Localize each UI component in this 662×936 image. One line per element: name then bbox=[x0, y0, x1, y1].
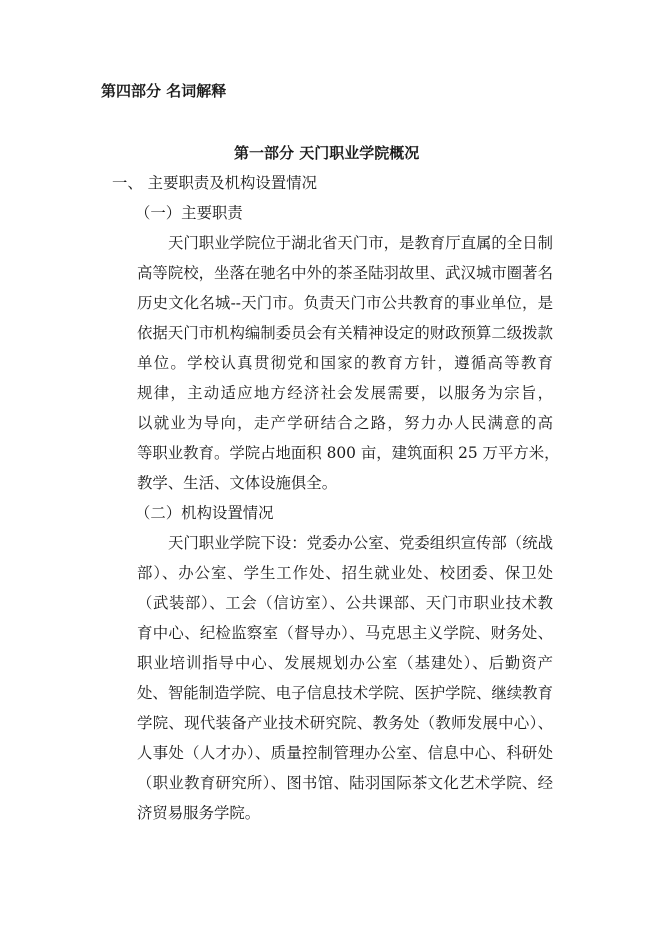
paragraph-line: 天门职业学院位于湖北省天门市，是教育厅直属的全日制 bbox=[168, 234, 553, 252]
subsection-organization-heading: （二）机构设置情况 bbox=[135, 504, 274, 522]
paragraph-line: 等职业教育。学院占地面积 800 亩，建筑面积 25 万平方米， bbox=[137, 444, 560, 462]
paragraph-line: （武装部）、工会（信访室）、公共课部、天门市职业技术教 bbox=[137, 594, 553, 612]
part-four-title: 第四部分 名词解释 bbox=[101, 82, 227, 100]
paragraph-line: 高等院校，坐落在驰名中外的茶圣陆羽故里、武汉城市圈著名 bbox=[137, 264, 553, 282]
paragraph-line: 依据天门市机构编制委员会有关精神设定的财政预算二级拨款 bbox=[137, 324, 553, 342]
paragraph-line: 单位。学校认真贯彻党和国家的教育方针，遵循高等教育 bbox=[137, 354, 553, 372]
subsection-responsibilities-heading: （一）主要职责 bbox=[135, 204, 243, 222]
paragraph-line: 以就业为导向，走产学研结合之路，努力办人民满意的高 bbox=[137, 414, 553, 432]
paragraph-line: 济贸易服务学院。 bbox=[137, 804, 261, 822]
paragraph-line: 处、智能制造学院、电子信息技术学院、医护学院、继续教育 bbox=[137, 684, 553, 702]
section-one-heading: 一、 主要职责及机构设置情况 bbox=[112, 174, 317, 192]
paragraph-line: 学院、现代装备产业技术研究院、教务处（教师发展中心）、 bbox=[137, 714, 553, 732]
paragraph-line: 历史文化名城--天门市。负责天门市公共教育的事业单位，是 bbox=[137, 294, 553, 312]
paragraph-line: 育中心、纪检监察室（督导办）、马克思主义学院、财务处、 bbox=[137, 624, 553, 642]
part-one-title: 第一部分 天门职业学院概况 bbox=[234, 144, 420, 162]
paragraph-line: 教学、生活、文体设施俱全。 bbox=[137, 474, 338, 492]
paragraph-line: 规律，主动适应地方经济社会发展需要，以服务为宗旨， bbox=[137, 384, 553, 402]
paragraph-line: 职业培训指导中心、发展规划办公室（基建处）、后勤资产 bbox=[137, 654, 553, 672]
paragraph-line: 部）、办公室、学生工作处、招生就业处、校团委、保卫处 bbox=[137, 564, 553, 582]
paragraph-line: 人事处（人才办）、质量控制管理办公室、信息中心、科研处 bbox=[137, 744, 553, 762]
paragraph-line: 天门职业学院下设：党委办公室、党委组织宣传部（统战 bbox=[168, 534, 553, 552]
paragraph-line: （职业教育研究所）、图书馆、陆羽国际茶文化艺术学院、经 bbox=[137, 774, 553, 792]
